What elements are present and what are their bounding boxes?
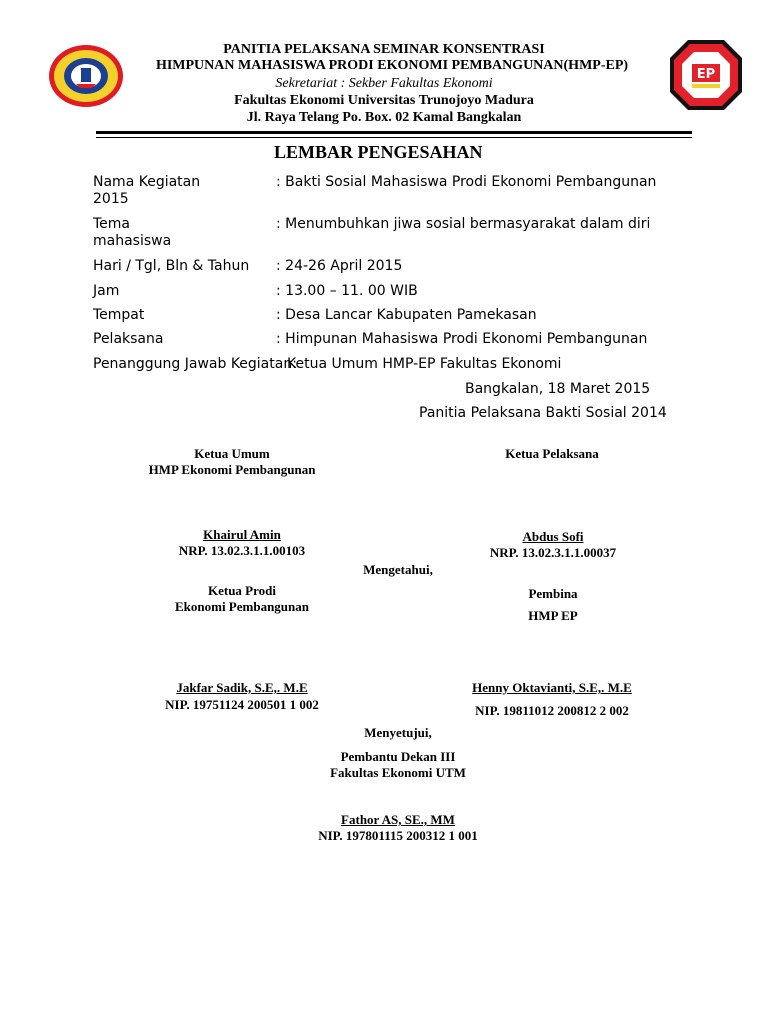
header-line-3: Sekretariat : Sekber Fakultas Ekonomi [275,76,493,91]
field-value-tema: : Menumbuhkan jiwa sosial bermasyarakat dalam diri [276,216,651,232]
header-divider-thick [96,131,692,134]
committee-name: Panitia Pelaksana Bakti Sosial 2014 [419,405,667,421]
place-date: Bangkalan, 18 Maret 2015 [465,381,651,397]
signer-id-fathor: NIP. 197801115 200312 1 001 [318,828,478,843]
header-line-2: HIMPUNAN MAHASISWA PRODI EKONOMI PEMBANGUNAN(HMP-EP) [155,58,629,73]
field-value-nama-kegiatan-wrap: 2015 [93,191,129,207]
signer-name-henny-oktavianti: Henny Oktavianti, S.E,. M.E [472,680,632,695]
logo-ep-text: EP [696,67,716,82]
field-value-pelaksana: : Himpunan Mahasiswa Prodi Ekonomi Pembangunan [276,331,648,347]
field-label-jam: Jam [93,283,120,299]
field-value-jam: : 13.00 – 11. 00 WIB [276,283,418,299]
header-line-4: Fakultas Ekonomi Universitas Trunojoyo Madura [234,93,534,108]
signer-id-khairul-amin: NRP. 13.02.3.1.1.00103 [178,543,306,558]
field-label-tempat: Tempat [93,307,145,323]
header-line-1: PANITIA PELAKSANA SEMINAR KONSENTRASI [223,42,545,57]
role-ketua-prodi-line2: Ekonomi Pembangunan [174,599,309,614]
role-ketua-umum [132,446,332,478]
role-ketua-umum-line2: HMP Ekonomi Pembangunan [148,462,316,477]
document-title: LEMBAR PENGESAHAN [274,142,483,162]
signer-name-abdus-sofi: Abdus Sofi [522,529,584,544]
role-pembina-line2: HMP EP [528,608,578,623]
role-ketua-pelaksana: Ketua Pelaksana [505,446,599,461]
signer-name-khairul-amin: Khairul Amin [203,527,281,542]
role-pembantu-dekan-line1: Pembantu Dekan III [340,749,456,764]
role-pembantu-dekan [298,749,498,781]
field-value-tema-wrap: mahasiswa [93,233,172,249]
field-value-penanggung-jawab: Ketua Umum HMP-EP Fakultas Ekonomi [287,356,562,372]
role-ketua-prodi [142,583,342,615]
role-ketua-prodi-line1: Ketua Prodi [207,583,276,598]
signer-name-fathor: Fathor AS, SE., MM [341,812,455,827]
field-value-tempat: : Desa Lancar Kabupaten Pamekasan [276,307,537,323]
role-pembantu-dekan-line2: Fakultas Ekonomi UTM [330,765,466,780]
field-label-tema: Tema [93,216,131,232]
signer-id-henny-oktavianti: NIP. 19811012 200812 2 002 [475,703,629,718]
role-pembina [453,583,653,627]
role-pembina-line1: Pembina [528,586,578,601]
label-menyetujui: Menyetujui, [364,725,432,740]
field-label-pelaksana: Pelaksana [93,331,164,347]
signer-id-abdus-sofi: NRP. 13.02.3.1.1.00037 [489,545,617,560]
field-value-nama-kegiatan: : Bakti Sosial Mahasiswa Prodi Ekonomi Pembangunan [276,174,657,190]
header-divider-thin [96,137,692,138]
field-label-hari: Hari / Tgl, Bln & Tahun [93,258,250,274]
signer-name-jakfar-sadik: Jakfar Sadik, S.E,. M.E [176,680,308,695]
field-label-penanggung-jawab: Penanggung Jawab Kegiatan: [93,356,297,372]
field-value-hari: : 24-26 April 2015 [276,258,403,274]
role-ketua-umum-line1: Ketua Umum [194,446,270,461]
signer-id-jakfar-sadik: NIP. 19751124 200501 1 002 [165,697,319,712]
label-mengetahui: Mengetahui, [363,562,433,577]
header-line-5: Jl. Raya Telang Po. Box. 02 Kamal Bangkalan [246,110,522,125]
field-label-nama-kegiatan: Nama Kegiatan [93,174,201,190]
